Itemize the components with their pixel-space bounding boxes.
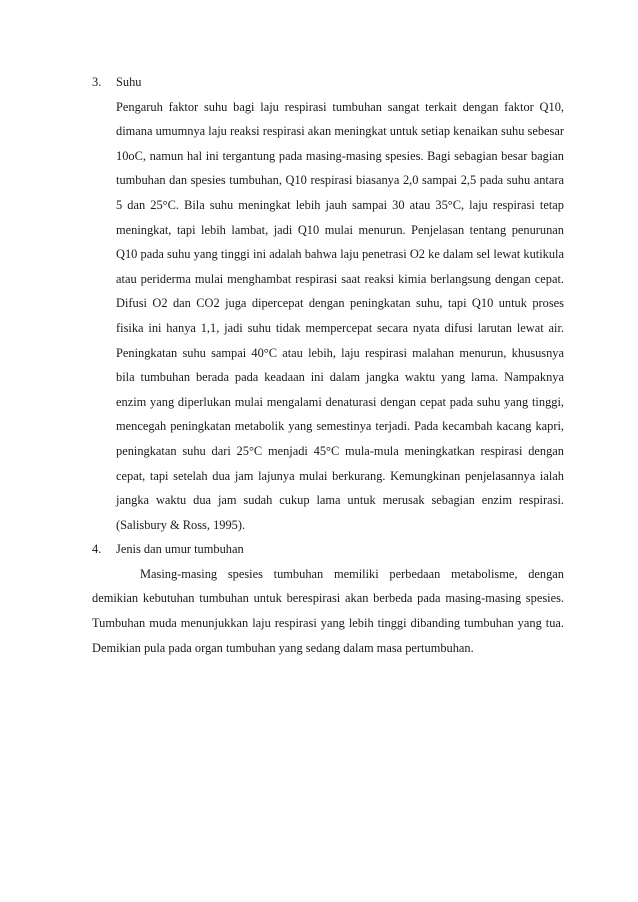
- closing-paragraph: Masing-masing spesies tumbuhan memiliki perbedaan metabolisme, dengan demikian kebutuhan tumbuhan untuk berespirasi akan berbeda pada masing-masing spesies. Tumbuhan muda menunjukkan laju respirasi yang lebih tinggi dibanding tumbuhan yang tua. Demikian pula pada organ tumbuhan yang sedang dalam masa pertumbuhan.: [92, 566, 564, 655]
- section-4-title: Jenis dan umur tumbuhan: [116, 542, 244, 557]
- section-3-heading: [92, 70, 564, 95]
- page-content: [92, 70, 564, 660]
- section-3-body: Pengaruh faktor suhu bagi laju respirasi tumbuhan sangat terkait dengan faktor Q10, dimana umumnya laju reaksi respirasi akan meningkat untuk setiap kenaikan suhu sebesar 10oC, namun hal ini tergantung pada masing-masing spesies. Bagi sebagian besar bagian tumbuhan dan spesies tumbuhan, Q10 respirasi biasanya 2,0 sampai 2,5 pada suhu antara 5 dan 25°C. Bila suhu meningkat lebih jauh sampai 30 atau 35°C, laju respirasi tetap meningkat, tapi lebih lambat, jadi Q10 mulai menurun. Penjelasan tentang penurunan Q10 pada suhu yang tinggi ini adalah bahwa laju penetrasi O2 ke dalam sel lewat kutikula atau periderma mulai menghambat respirasi saat reaksi kimia berlangsung dengan cepat. Difusi O2 dan CO2 juga dipercepat dengan peningkatan suhu, tapi Q10 untuk proses fisika ini hanya 1,1, jadi suhu tidak mempercepat secara nyata difusi larutan lewat air. Peningkatan suhu sampai 40°C atau lebih, laju respirasi malahan menurun, khususnya bila tumbuhan berada pada keadaan ini dalam jangka waktu yang lama. Nampaknya enzim yang diperlukan mulai mengalami denaturasi dengan cepat pada suhu yang tinggi, mencegah peningkatan metabolik yang semestinya terjadi. Pada kecambah kacang kapri, peningkatan suhu dari 25°C menjadi 45°C mula-mula meningkatkan respirasi dengan cepat, tapi setelah dua jam lajunya mulai berkurang. Kemungkinan penjelasannya ialah jangka waktu dua jam sudah cukup lama untuk merusak sebagian enzim respirasi. (Salisbury & Ross, 1995).: [116, 99, 564, 532]
- section-4-number: 4.: [92, 542, 102, 557]
- section-3-title: Suhu: [116, 75, 142, 89]
- section-4-heading: [92, 537, 564, 562]
- section-3-number: 3.: [92, 75, 102, 89]
